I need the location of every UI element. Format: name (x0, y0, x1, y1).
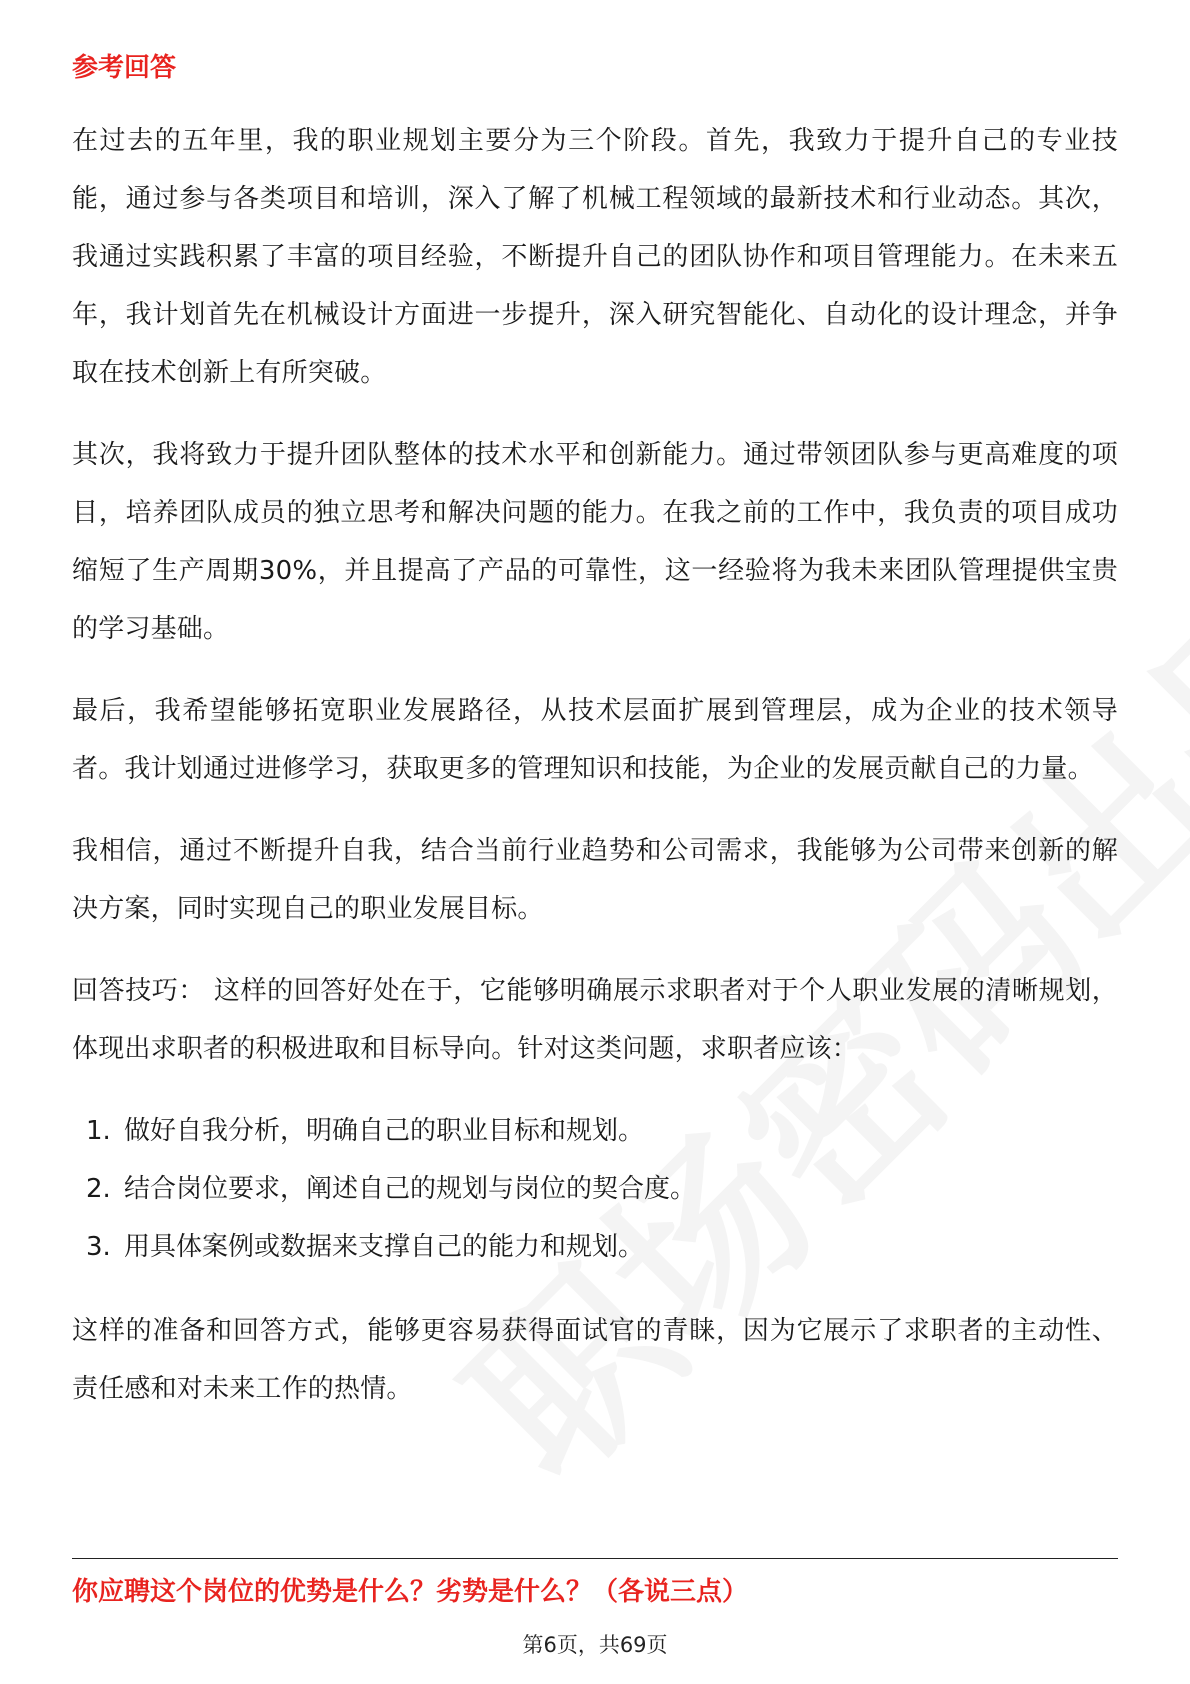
list-item-number: 1. (86, 1116, 111, 1146)
list-item-text: 用具体案例或数据来支撑自己的能力和规划。 (124, 1232, 645, 1262)
list-item-number: 2. (86, 1174, 111, 1204)
section-title: 参考回答 (72, 53, 177, 83)
paragraph-3: 最后，我希望能够拓宽职业发展路径，从技术层面扩展到管理层，成为企业的技术领导者。我计划通过进修学习，获取更多的管理知识和技能，为企业的发展贡献自己的力量。 (72, 696, 1118, 784)
list-item (72, 1218, 1118, 1276)
paragraph-4: 我相信，通过不断提升自我，结合当前行业趋势和公司需求，我能够为公司带来创新的解决方案，同时实现自己的职业发展目标。 (72, 836, 1118, 924)
list-item-number: 3. (86, 1232, 111, 1262)
list-item (72, 1102, 1118, 1160)
page-number: 第6页，共69页 (522, 1633, 668, 1657)
document-body (72, 48, 1118, 1442)
tips-list (72, 1102, 1118, 1276)
divider (72, 1558, 1118, 1559)
paragraph-2: 其次，我将致力于提升团队整体的技术水平和创新能力。通过带领团队参与更高难度的项目，培养团队成员的独立思考和解决问题的能力。在我之前的工作中，我负责的项目成功缩短了生产周期30%，并且提高了产品的可靠性，这一经验将为我未来团队管理提供宝贵的学习基础。 (72, 440, 1118, 644)
list-item (72, 1160, 1118, 1218)
list-item-text: 做好自我分析，明确自己的职业目标和规划。 (124, 1116, 645, 1146)
list-item-text: 结合岗位要求，阐述自己的规划与岗位的契合度。 (124, 1174, 697, 1204)
closing-paragraph: 这样的准备和回答方式，能够更容易获得面试官的青睐，因为它展示了求职者的主动性、责任感和对未来工作的热情。 (72, 1316, 1118, 1404)
paragraph-1: 在过去的五年里，我的职业规划主要分为三个阶段。首先，我致力于提升自己的专业技能，通过参与各类项目和培训，深入了解了机械工程领域的最新技术和行业动态。其次，我通过实践积累了丰富的项目经验，不断提升自己的团队协作和项目管理能力。在未来五年，我计划首先在机械设计方面进一步提升，深入研究智能化、自动化的设计理念，并争取在技术创新上有所突破。 (72, 126, 1118, 388)
next-question-heading: 你应聘这个岗位的优势是什么？劣势是什么？（各说三点） (72, 1577, 749, 1607)
tips-intro: 回答技巧： 这样的回答好处在于，它能够明确展示求职者对于个人职业发展的清晰规划，体现出求职者的积极进取和目标导向。针对这类问题，求职者应该： (72, 976, 1118, 1064)
